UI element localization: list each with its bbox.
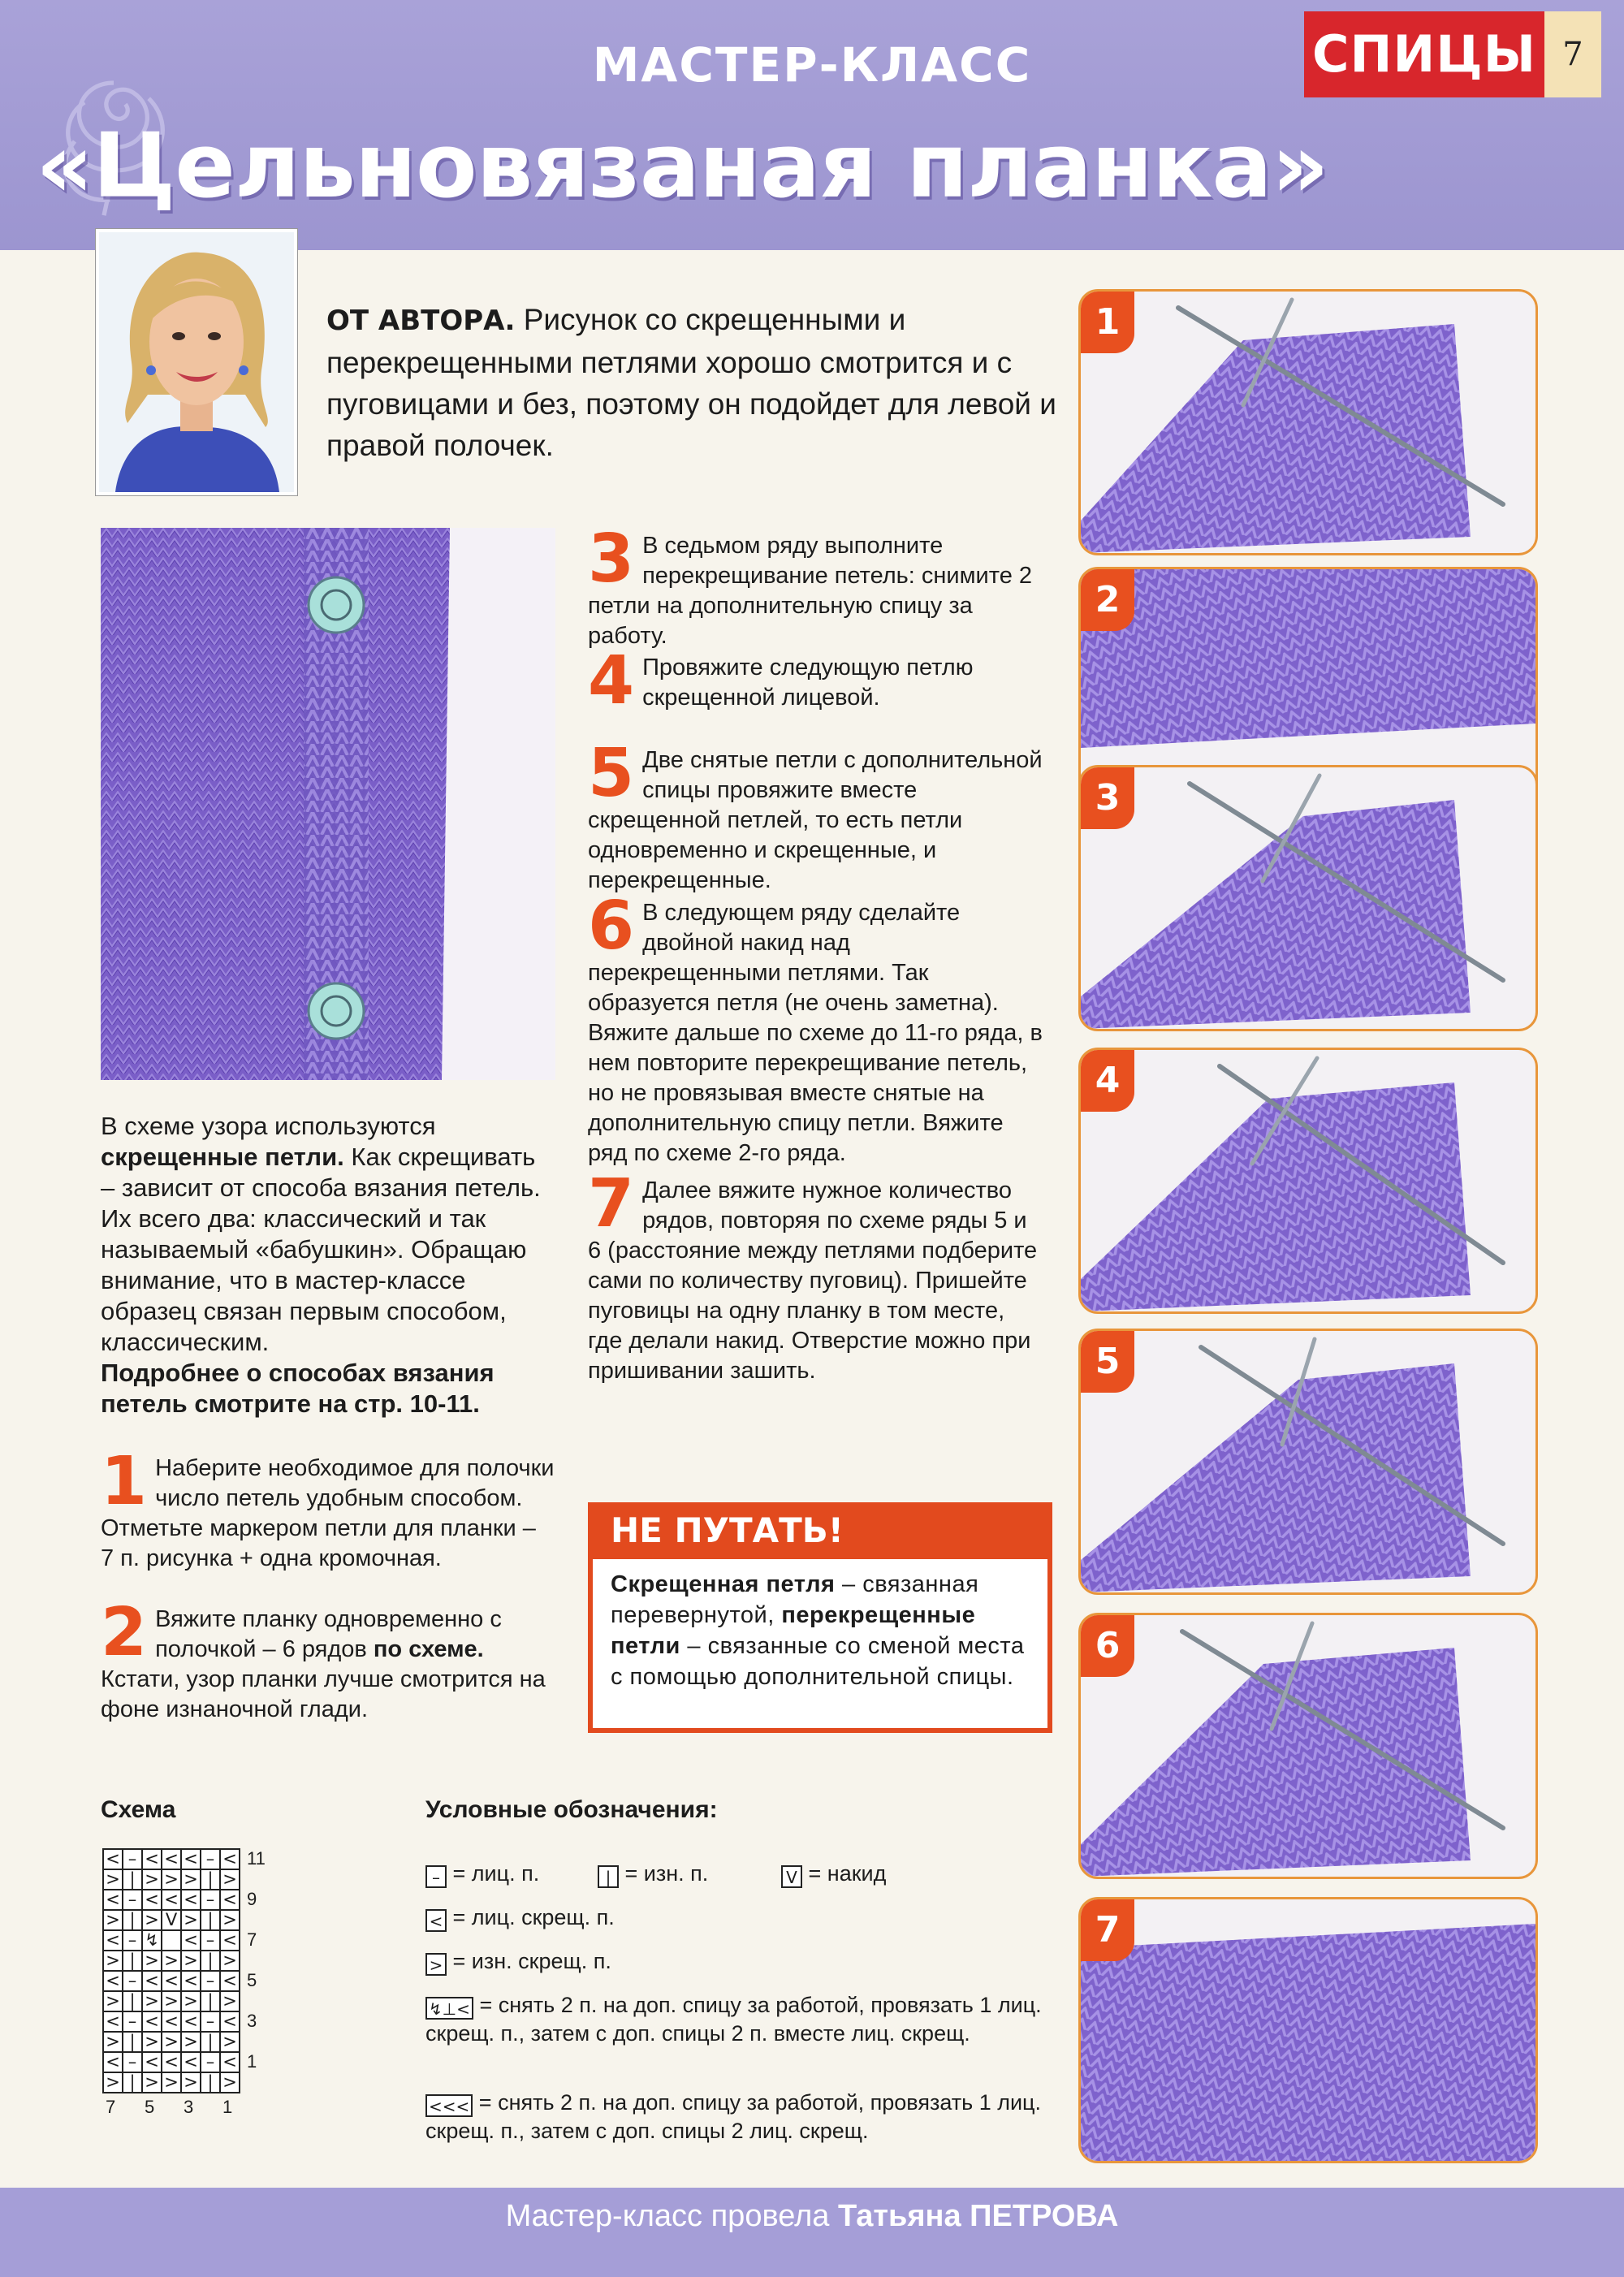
chart-cell: < [219, 1929, 240, 1951]
legend-purl [598, 1860, 708, 1888]
chart-row-label: 1 [247, 2051, 257, 2072]
chart-cell: > [180, 1909, 201, 1931]
step-photo-badge: 4 [1081, 1050, 1134, 1112]
chart-cell: < [180, 2051, 201, 2073]
step-photo-badge: 1 [1081, 292, 1134, 353]
legend-cross2 [425, 2089, 1059, 2145]
chart-cell: < [180, 1848, 201, 1870]
chart-row-label: 7 [247, 1929, 257, 1950]
legend-text: = изн. п. [624, 1861, 709, 1886]
chart-cell: > [141, 2072, 162, 2093]
chart-cell: < [180, 2011, 201, 2033]
chart-cell: > [180, 2031, 201, 2053]
chart-cell: | [200, 2072, 221, 2093]
legend-text: = изн. скрещ. п. [452, 1949, 611, 1973]
legend-yarnover [781, 1860, 886, 1888]
chart-cell: > [102, 1909, 123, 1931]
chart-cell: < [219, 1970, 240, 1992]
chart-cell [161, 1929, 182, 1951]
twisted-purl-symbol: > [425, 1953, 447, 1976]
chart-cell: | [122, 1869, 143, 1890]
step-text: Наберите необходимое для полочки число петель удобным способом. Отметьте маркером петли для планки – 7 п. рисунка + одна кромочная. [101, 1455, 555, 1571]
step-3 [588, 521, 1043, 651]
cross-symbol: <<< [425, 2094, 473, 2117]
legend-cross1 [425, 1991, 1043, 2048]
chart-cell: > [102, 1869, 123, 1890]
chart-cell: V [161, 1909, 182, 1931]
step-photo-badge: 7 [1081, 1899, 1134, 1961]
chart-cell: > [219, 1950, 240, 1972]
chart-cell: > [161, 1869, 182, 1890]
chart-cell: > [161, 1950, 182, 1972]
step-number: 5 [588, 735, 635, 812]
step-2 [101, 1594, 555, 1725]
chart-cell: < [141, 2051, 162, 2073]
chart-cell: | [200, 1950, 221, 1972]
footer-credit [0, 2188, 1624, 2245]
callout-def: – связанная перевернутой, [611, 1571, 979, 1628]
chart-cell: < [102, 1889, 123, 1911]
chart-col-label: 5 [145, 2097, 155, 2117]
chart-cell: < [161, 2051, 182, 2073]
chart-cell: – [200, 2051, 221, 2073]
cross-together-symbol: ↯⊥< [425, 1997, 473, 2020]
chart-cell: < [161, 1889, 182, 1911]
chart-cell: > [180, 1950, 201, 1972]
chart-cell: < [219, 1889, 240, 1911]
author-text: Рисунок со скрещенными и перекрещенными петлями хорошо смотрится и с пуговицами и без, поэтому он подойдет для левой и правой полочек. [326, 303, 1056, 462]
chart-cell: – [200, 2011, 221, 2033]
callout-def: – связанные со сменой места с помощью дополнительной спицы. [611, 1633, 1025, 1690]
chart-cell: < [102, 1970, 123, 1992]
chart-cell: > [161, 2072, 182, 2093]
chart-cell: > [141, 2031, 162, 2053]
chart-cell: < [161, 1970, 182, 1992]
chart-cell: – [200, 1889, 221, 1911]
chart-cell: > [180, 1990, 201, 2012]
chart-cell: > [141, 1909, 162, 1931]
chart-col-label: 1 [222, 2097, 233, 2117]
chart-cell: > [102, 1950, 123, 1972]
chart-cell: > [219, 1869, 240, 1890]
callout-term: Скрещенная петля [611, 1571, 836, 1597]
header-subtitle: МАСТЕР-КЛАСС [592, 37, 1032, 93]
pattern-note-post: Как скрещивать – зависит от способа вязания петель. Их всего два: классический и так называемый «бабушкин». Обращаю внимание, что в мастер-классе образец связан первым способом, классическим. [101, 1143, 541, 1356]
chart-cell: > [161, 2031, 182, 2053]
legend-text: = лиц. п. [452, 1861, 540, 1886]
chart-cell: ↯ [141, 1929, 162, 1951]
purl-symbol: | [598, 1865, 619, 1888]
step-number: 1 [101, 1443, 148, 1520]
callout-text [611, 1569, 1025, 1692]
chart-cell: < [102, 2051, 123, 2073]
chart-row-label: 3 [247, 2011, 257, 2031]
step-photo-4 [1078, 1048, 1538, 1314]
chart-cell: | [200, 1869, 221, 1890]
step-text: Две снятые петли с дополнительной спицы провяжите вместе скрещенной петлей, то есть петли одновременно и скрещенные, и перекрещенные. [588, 747, 1043, 893]
chart-col-label: 7 [106, 2097, 116, 2117]
chart-cell: | [122, 1909, 143, 1931]
chart-col-label: 3 [184, 2097, 194, 2117]
chart-cell: > [219, 1990, 240, 2012]
step-number: 4 [588, 642, 635, 719]
chart-cell: | [122, 1950, 143, 1972]
schema-title: Схема [101, 1796, 176, 1823]
legend-text: = снять 2 п. на доп. спицу за работой, провязать 1 лиц. скрещ. п., затем с доп. спицы 2 п. вместе лиц. скрещ. [425, 1993, 1042, 2046]
callout-term: перекрещенные петли [611, 1602, 976, 1659]
legend-ptbl [425, 1947, 611, 1976]
footer-prefix: Мастер-класс провела [505, 2199, 830, 2233]
step-text: Провяжите следующую петлю скрещенной лицевой. [642, 655, 974, 711]
chart-cell: > [141, 1869, 162, 1890]
chart-cell: > [141, 1990, 162, 2012]
chart-cell: | [200, 1990, 221, 2012]
chart-cell: < [180, 1889, 201, 1911]
step-text: Вяжите планку одновременно с полочкой – 6 рядов [155, 1606, 502, 1662]
legend-title: Условные обозначения: [425, 1796, 718, 1823]
step-number: 7 [588, 1165, 635, 1242]
chart-cell: < [219, 1848, 240, 1870]
chart-cell: > [219, 2031, 240, 2053]
step-photo-badge: 3 [1081, 767, 1134, 829]
step-photo-badge: 2 [1081, 569, 1134, 631]
chart-cell: | [200, 1909, 221, 1931]
chart-cell: < [219, 2051, 240, 2073]
step-5 [588, 735, 1043, 896]
step-1 [101, 1443, 555, 1574]
step-number: 3 [588, 521, 635, 598]
chart-row-label: 5 [247, 1970, 257, 1990]
author-photo [96, 229, 297, 495]
details-note: Подробнее о способах вязания петель смотрите на стр. 10-11. [101, 1359, 495, 1418]
callout-heading: НЕ ПУТАТЬ! [588, 1502, 1052, 1559]
step-4 [588, 642, 1043, 719]
section-tab: СПИЦЫ [1304, 11, 1544, 97]
chart-cell: – [122, 1889, 143, 1911]
chart-cell: > [219, 1909, 240, 1931]
step-photo-badge: 5 [1081, 1331, 1134, 1393]
chart-cell: < [102, 1848, 123, 1870]
chart-cell: < [161, 1848, 182, 1870]
chart-cell: | [122, 2031, 143, 2053]
legend-tbl [425, 1903, 615, 1932]
chart-cell: < [180, 1929, 201, 1951]
chart-cell: > [180, 1869, 201, 1890]
step-photo-6 [1078, 1613, 1538, 1879]
legend-text: = накид [808, 1861, 887, 1886]
chart-cell: – [200, 1929, 221, 1951]
twisted-knit-symbol: < [425, 1909, 447, 1932]
legend-text: = лиц. скрещ. п. [452, 1905, 615, 1929]
chart-cell: > [180, 2072, 201, 2093]
author-intro [326, 299, 1073, 466]
step-text-bold: по схеме. [373, 1636, 484, 1662]
page-number: 7 [1544, 11, 1601, 97]
step-photo-5 [1078, 1329, 1538, 1595]
main-sample-photo [101, 528, 555, 1080]
step-text: В седьмом ряду выполните перекрещивание петель: снимите 2 петли на дополнительную спицу за работу. [588, 533, 1033, 649]
step-photo-3 [1078, 765, 1538, 1031]
chart-cell: – [122, 1848, 143, 1870]
step-photo-badge: 6 [1081, 1615, 1134, 1677]
chart-cell: < [141, 1848, 162, 1870]
chart-cell: – [200, 1848, 221, 1870]
chart-cell: > [161, 1990, 182, 2012]
chart-cell: < [219, 2011, 240, 2033]
pattern-note-bold: скрещенные петли. [101, 1143, 344, 1171]
legend-knit [425, 1860, 539, 1888]
step-6 [588, 888, 1043, 1169]
author-label: ОТ АВТОРА. [326, 305, 516, 337]
chart-cell: – [122, 2011, 143, 2033]
pattern-note-pre: В схеме узора используются [101, 1112, 436, 1140]
chart-cell: – [200, 1970, 221, 1992]
chart-cell: < [141, 1970, 162, 1992]
step-photo-7 [1078, 1897, 1538, 2163]
chart-cell: > [102, 2031, 123, 2053]
chart-cell: < [141, 1889, 162, 1911]
step-photo-1 [1078, 289, 1538, 555]
chart-cell: > [102, 1990, 123, 2012]
step-7 [588, 1165, 1043, 1386]
legend-text: = снять 2 п. на доп. спицу за работой, провязать 1 лиц. скрещ. п., затем с доп. спицы 2 лиц. скрещ. [425, 2090, 1042, 2143]
page-title: «Цельновязаная планка» [36, 114, 1328, 218]
chart-cell: – [122, 1929, 143, 1951]
chart-cell: > [141, 1950, 162, 1972]
chart-cell: > [219, 2072, 240, 2093]
step-text: Далее вяжите нужное количество рядов, повторяя по схеме ряды 5 и 6 (расстояние между петлями подберите сами по количеству пуговиц). Пришейте пуговицы на одну планку в том месте, где делали накид. Отверстие можно при пришивании зашить. [588, 1177, 1038, 1384]
chart-row-label: 11 [247, 1848, 266, 1869]
chart-cell: | [200, 2031, 221, 2053]
footer-author: Татьяна ПЕТРОВА [837, 2199, 1119, 2233]
chart-row-label: 9 [247, 1889, 257, 1909]
chart-cell: – [122, 2051, 143, 2073]
chart-cell: < [102, 1929, 123, 1951]
chart-cell: | [122, 2072, 143, 2093]
chart-cell: > [102, 2072, 123, 2093]
step-number: 6 [588, 888, 635, 965]
chart-cell: < [102, 2011, 123, 2033]
chart-cell: < [161, 2011, 182, 2033]
yarnover-symbol: V [781, 1865, 802, 1888]
knit-symbol: – [425, 1865, 447, 1888]
step-number: 2 [101, 1594, 148, 1671]
chart-cell: – [122, 1970, 143, 1992]
pattern-note [101, 1111, 555, 1358]
chart-cell: < [180, 1970, 201, 1992]
chart-cell: < [141, 2011, 162, 2033]
step-text: Кстати, узор планки лучше смотрится на фоне изнаночной глади. [101, 1666, 546, 1722]
step-text: В следующем ряду сделайте двойной накид над перекрещенными петлями. Так образуется петля (не очень заметна). Вяжите дальше по схеме до 11-го ряда, в нем повторите перекрещивание петель, но не провязывая вместе снятые на дополнительную спицу петли. Вяжите ряд по схеме 2-го ряда. [588, 900, 1043, 1166]
chart-cell: | [122, 1990, 143, 2012]
